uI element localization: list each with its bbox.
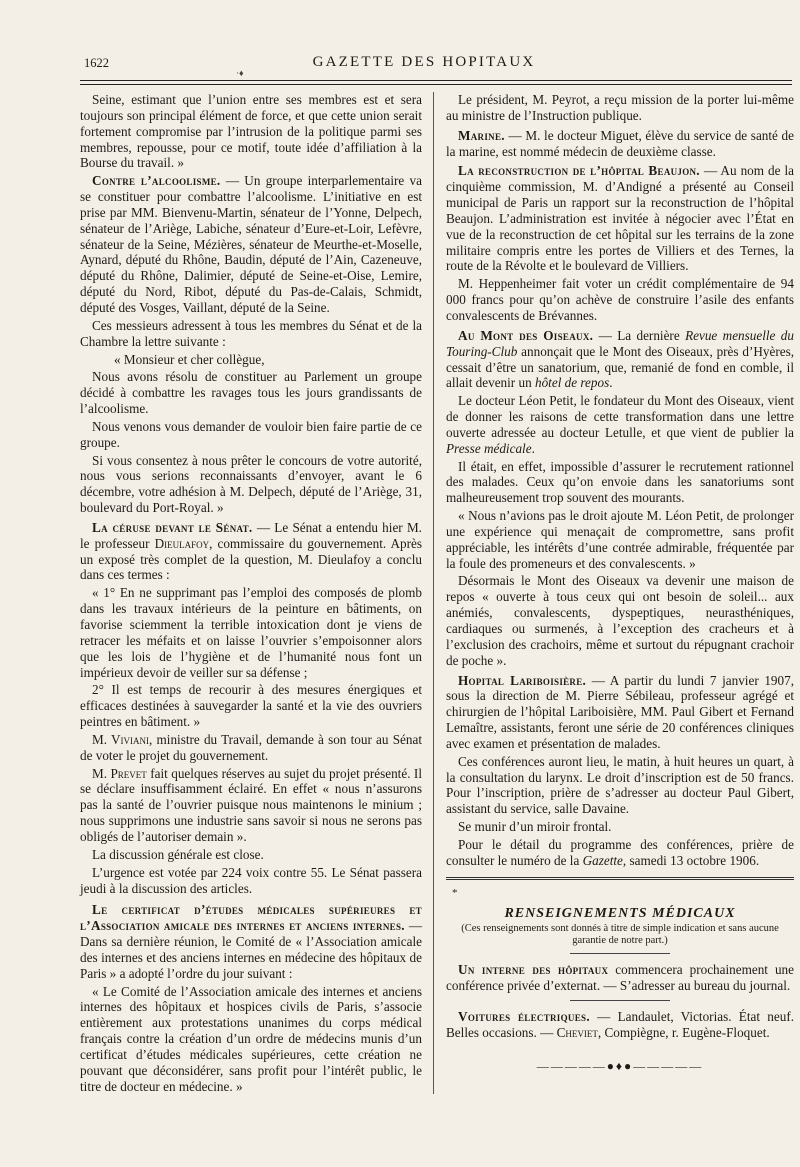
lariboisiere-text: — A partir du lundi 7 janvier 1907, sous la direction de M. Pierre Sébileau, professeur agrégé et chirurgien de l’hôpital Lariboisière, MM. Paul Gibert et Fernand Lemaître, assistants, feront une série de 20 conférences cliniques avec examen et présentation de malades. — [446, 672, 794, 751]
oiseaux-hotel: hôtel de repos — [534, 375, 610, 391]
oiseaux-text-3: . — [609, 375, 613, 391]
detail-text-2: , samedi 13 octobre 1906. — [622, 852, 760, 868]
heading-voitures: Voitures électriques. — [458, 1009, 590, 1025]
page-number: 1622 — [84, 56, 109, 70]
certificat-text: — Dans sa dernière réunion, le Comité de « l’Association amicale des internes et des anciens internes en médecine des hôpitaux de Paris » a adopté l’ordre du jour suivant : — [80, 918, 423, 981]
heading-interne: Un interne des hôpitaux — [458, 962, 609, 978]
notice-interne — [446, 962, 794, 994]
beaujon-text: — Au nom de la cinquième commission, M. d’Andigné a présenté au Conseil municipal de Paris un rapport sur la reconstruction de l’hôpital Beaujon. L’administration est invitée à négocier avec l’État en vue de la reconstruction de cet hôpital sur les terrains de la zone militaire compris entre les portes de Villiers et des Ternes, la route de la Révolte et le boulevard de Villiers. — [446, 163, 795, 274]
heading-contre-alcoolisme: Contre l’alcoolisme. — [92, 173, 221, 189]
oiseaux-text-1: — La dernière — [598, 327, 686, 343]
short-rule — [570, 953, 670, 954]
paragraph-nous-avons: Nous avons résolu de constituer au Parlement un groupe décidé à combattre les ravages tous les jours grandissants de l’alcoolisme. — [80, 369, 422, 417]
detail-gazette: Gazette — [582, 852, 623, 868]
paragraph-bourse-travail: Seine, estimant que l’union entre ses membres est et sera toujours son principal élément de force, et que cette union serait fortement compromise par l’intrusion de la politique parmi ses membres, repousse, pour ce motif, toute idée d’affiliation à la Bourse du travail. » — [80, 92, 422, 171]
journal-title: GAZETTE DES HOPITAUX — [312, 54, 536, 70]
presse-medicale: Presse médicale — [446, 440, 532, 456]
viviani-name: M. Viviani — [92, 731, 150, 747]
viviani-text: , ministre du Travail, demande à son tour au Sénat de voter le projet du gouvernement. — [80, 731, 422, 763]
voitures-name: Cheviet — [556, 1024, 598, 1040]
ceruse-text-2: , commissaire du gouvernement. Après un exposé très complet de la question, M. Dieulafoy a conclu dans ces termes : — [80, 535, 422, 583]
paragraph-urgence: L’urgence est votée par 224 voix contre 55. Le Sénat passera jeudi à la discussion des articles. — [80, 864, 422, 896]
heading-certificat: Le certificat d’études médicales supérieures et l’Association amicale des internes et anciens internes. — [80, 902, 422, 934]
ceruse-name: Dieulafoy — [154, 535, 210, 551]
paragraph-impossible: Il était, en effet, impossible d’assurer le recrutement rationnel des malades. Ceux qu’on envoie dans les sanatoriums sont malheureusement trop souvent des mourants. — [446, 458, 794, 506]
voitures-text-1: — Landaulet, Victorias. État neuf. Belles occasions. — — [446, 1009, 795, 1040]
heading-renseignements: RENSEIGNEMENTS MÉDICAUX — [504, 905, 736, 921]
voitures-text-2: , Compiègne, r. Eugène-Floquet. — [597, 1024, 770, 1040]
header-rule-thin — [80, 84, 792, 85]
paragraph-ces-messieurs: Ces messieurs adressent à tous les membres du Sénat et de la Chambre la lettre suivante : — [80, 317, 422, 349]
heading-beaujon: La reconstruction de l’hôpital Beaujon. — [458, 163, 700, 179]
paragraph-monsieur: « Monsieur et cher collègue, — [114, 351, 265, 367]
paragraph-nous-venons: Nous venons vous demander de vouloir bien faire partie de ce groupe. — [80, 418, 422, 450]
article-mont-oiseaux — [446, 328, 794, 391]
paragraph-comite: « Le Comité de l’Association amicale des internes et anciens internes des hôpitaux et hospices civils de Paris, s’associe entièrement aux protestations unanimes du corps médical français contre la création d’un ordre de médecins munis d’un certificat d’études médicales supérieures, cette création ne pouvant que déconsidérer, sans profit pour l’intérêt public, le titre de docteur en médecine. » — [80, 983, 422, 1094]
prevet-text: fait quelques réserves au sujet du projet présenté. Il se déclare insuffisamment éclairé. En effet « nous n’assurons pas la santé de l’ouvrier puisque nous maintenons le minium ; nous supprimons une industrie sans savoir si nous ne serons pas obligés de l’autoriser demain ». — [80, 765, 422, 844]
paragraph-viviani — [80, 732, 422, 764]
article-ceruse — [80, 520, 422, 583]
prevet-name: M. Prevet — [92, 765, 147, 781]
heading-lariboisiere: Hopital Lariboisière. — [458, 672, 587, 688]
alcoolisme-text: — Un groupe interparlementaire va se constituer pour combattre l’alcoolisme. L’initiative en est prise par MM. Bienvenu-Martin, sénateur de l’Yonne, Delpech, sénateur de l’Ariège, Labiche, sénateur d’Eure-et-Loir, Lefèvre, sénateur de la Seine, Mézières, sénateur de Meurthe-et-Moselle, Aynard, député du Rhône, Baudin, député de l’Ain, Cazeneuve, député du Rhône, Dalimier, député de Seine-et-Oise, Lemire, député du Nord, Ribot, député du Pas-de-Calais, Schmidt, député des Vosges, Vaillant, député de la Seine. — [80, 173, 423, 315]
marine-text: — M. le docteur Miguet, élève du service de santé de la marine, est nommé médecin de deuxième classe. — [446, 127, 795, 159]
column-divider — [433, 92, 434, 1094]
paragraph-prevet — [80, 766, 422, 845]
renseignements-subtitle: (Ces renseignements sont donnés à titre de simple indication et sans aucune garantie de notre part.) — [461, 923, 779, 947]
paragraph-heppenheimer: M. Heppenheimer fait voter un crédit complémentaire de 94 000 francs pour qu’on achève de construire l’asile des enfants convalescents de Brévannes. — [446, 276, 794, 323]
paragraph-desormais: Désormais le Mont des Oiseaux va devenir une maison de repos « ouverte à tous ceux qui ont besoin de soleil... aux anémiés, convalescents, dyspeptiques, neurasthéniques, cardiaques ou surmenés, à l’exception des cracheurs et à l’exclusion des crachoirs, même et surtout du répugnant crachoir de poche ». — [446, 573, 794, 668]
asterisk-mark: * — [452, 886, 458, 899]
right-column — [446, 92, 794, 1075]
oiseaux-text-2: annonçait que le Mont des Oiseaux, près d’Hyères, cessait d’être un sanatorium, que, remanié de fond en comble, il allait devenir un — [446, 343, 794, 391]
petit-end: . — [531, 440, 535, 456]
paragraph-point-2: 2° Il est temps de recourir à des mesures énergiques et efficaces destinées à sauvegarder la santé et la vie des ouvriers peintres en bâtiment. » — [80, 682, 422, 730]
short-rule-2 — [570, 1000, 670, 1001]
heading-mont-oiseaux: Au Mont des Oiseaux. — [458, 327, 594, 343]
article-alcoolisme — [80, 173, 422, 316]
paragraph-discussion: La discussion générale est close. — [92, 846, 264, 862]
article-beaujon — [446, 163, 794, 274]
end-ornament: —————●♦●————— — [536, 1058, 704, 1073]
paragraph-detail — [446, 837, 794, 869]
page-header — [70, 52, 778, 74]
article-marine — [446, 128, 794, 160]
ceruse-text-1: — Le Sénat a entendu hier M. le professeur — [80, 519, 422, 551]
petit-text: Le docteur Léon Petit, le fondateur du Mont des Oiseaux, vient de donner les raisons de cette transformation dans une lettre ouverte adressée au docteur Letulle, et que vient de publier la — [446, 393, 794, 440]
detail-text-1: Pour le détail du programme des conférences, prière de consulter le numéro de la — [446, 836, 794, 868]
paragraph-si-vous: Si vous consentez à nous prêter le concours de votre autorité, nous vous serions reconnaissants d’envoyer, avant le 6 décembre, votre adhésion à M. Delpech, député de l’Ariège, 31, boulevard du Port-Royal. » — [80, 452, 422, 516]
paragraph-point-1: « 1° En ne supprimant pas l’emploi des composés de plomb dans les travaux intérieurs de la peinture en bâtiments, on favorise sciemment la terrible intoxication dont je viens de retracer les méfaits et on laisse l’ouvrier s’empoisonner alors que les lois de l’hygiène et de l’humanité nous font un impérieux devoir de veiller sur sa défense ; — [80, 585, 422, 680]
oiseaux-revue: Revue mensuelle du Touring-Club — [446, 327, 794, 359]
paragraph-ajoute: « Nous n’avions pas le droit ajoute M. Léon Petit, de prolonger une expérience qui menaçait de compromettre, sans profit appréciable, les intérêts d’une contrée admirable, fréquentée par la foule des promeneurs et des convalescents. » — [446, 508, 794, 571]
header-rule-thick — [80, 80, 792, 81]
article-certificat — [80, 902, 422, 981]
heading-ceruse-senat: La céruse devant le Sénat. — [92, 519, 253, 535]
article-lariboisiere — [446, 673, 794, 752]
interne-text: commencera prochainement une conférence privée d’externat. — S’adresser au bureau du journal. — [446, 962, 795, 994]
paragraph-miroir: Se munir d’un miroir frontal. — [458, 819, 612, 835]
heading-marine: Marine. — [458, 127, 505, 143]
section-rule — [446, 877, 794, 880]
paragraph-conferences: Ces conférences auront lieu, le matin, à huit heures un quart, à la consultation du larynx. Le droit d’inscription est de 50 francs. Pour l’inscription, prière de s’adresser au docteur Paul Gibert, assistant du service, salle Davaine. — [446, 753, 794, 817]
paragraph-president: Le président, M. Peyrot, a reçu mission de la porter lui-même au ministre de l’Instruction publique. — [446, 92, 794, 123]
paragraph-leon-petit — [446, 393, 794, 456]
notice-voitures — [446, 1009, 794, 1041]
header-ornament: ·♦ — [236, 68, 244, 78]
left-column — [80, 92, 422, 1096]
